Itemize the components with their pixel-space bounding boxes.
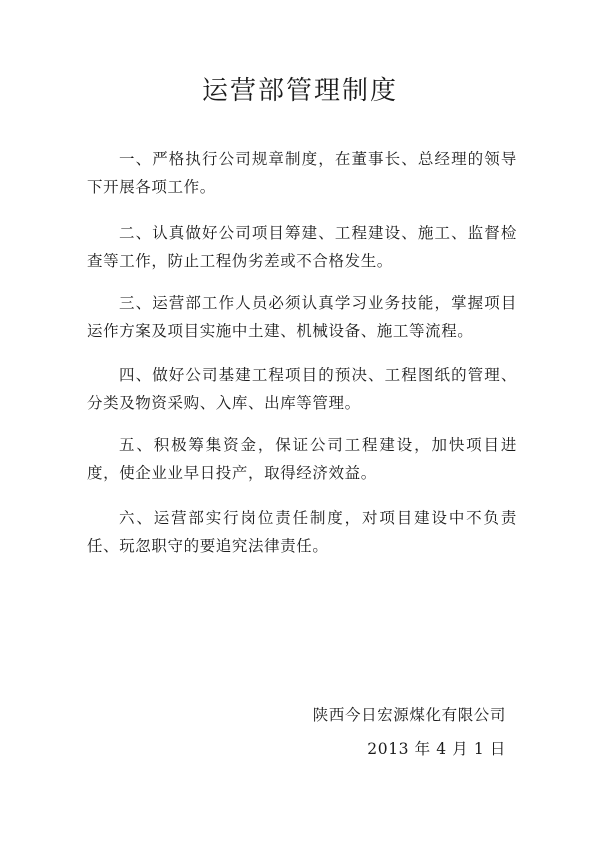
clause-5: 五、积极筹集资金，保证公司工程建设，加快项目进度，使企业业早日投产，取得经济效益。 (87, 436, 517, 482)
clause-1: 一、严格执行公司规章制度，在董事长、总经理的领导下开展各项工作。 (87, 150, 517, 196)
issue-date: 2013 年 4 月 1 日 (367, 740, 506, 758)
company-name: 陕西今日宏源煤化有限公司 (312, 706, 506, 724)
clause-2: 二、认真做好公司项目筹建、工程建设、施工、监督检查等工作，防止工程伪劣差或不合格发生。 (87, 224, 517, 270)
clause-4: 四、做好公司基建工程项目的预决、工程图纸的管理、分类及物资采购、入库、出库等管理。 (87, 366, 517, 412)
clause-6: 六、运营部实行岗位责任制度，对项目建设中不负责任、玩忽职守的要追究法律责任。 (87, 509, 517, 555)
clause-3: 三、运营部工作人员必须认真学习业务技能，掌握项目运作方案及项目实施中土建、机械设备、施工等流程。 (87, 294, 517, 340)
document-title: 运营部管理制度 (201, 76, 398, 106)
signature-block (313, 698, 506, 766)
